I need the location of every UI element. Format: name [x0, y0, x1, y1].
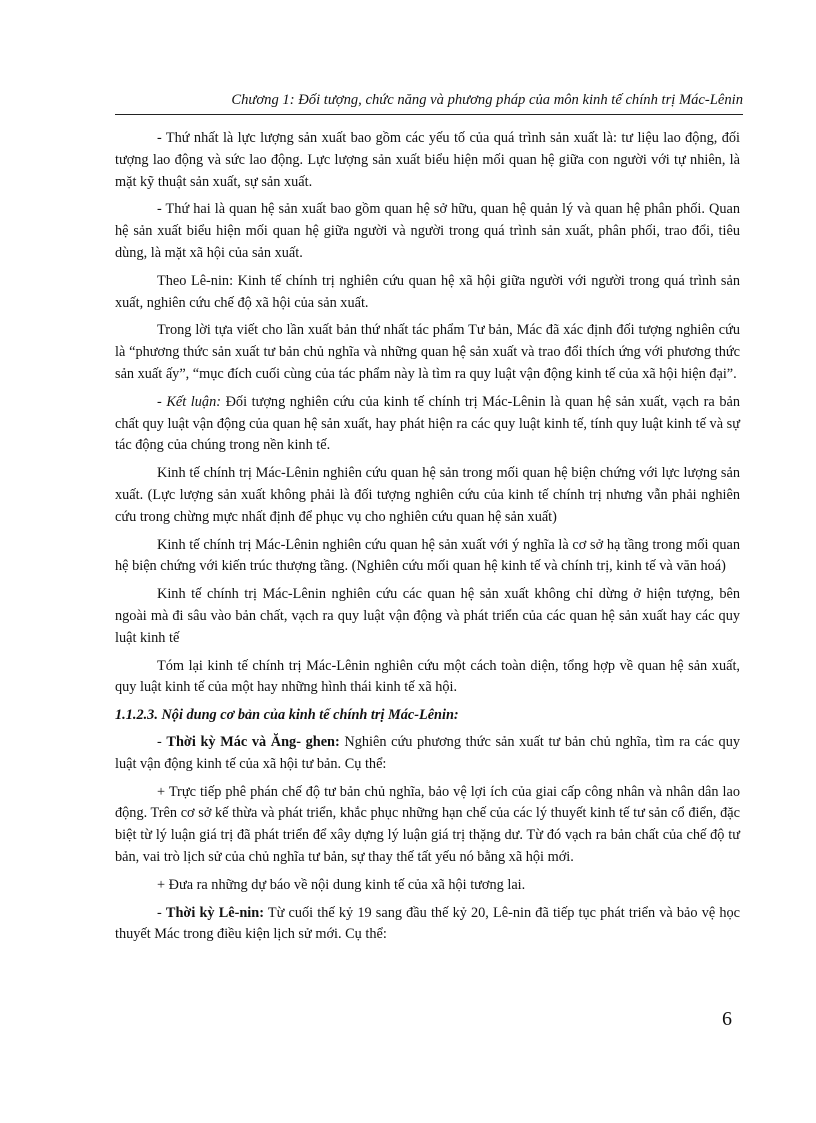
paragraph-conclusion [115, 392, 740, 457]
paragraph-base-superstructure: Kinh tế chính trị Mác-Lênin nghiên cứu quan hệ sản xuất với ý nghĩa là cơ sở hạ tầng trong mối quan hệ biện chứng với kiến trúc thượng tầng. (Nghiên cứu mối quan hệ kinh tế và chính trị, kinh tế và văn hoá) [115, 536, 740, 575]
marx-engels-prefix: - [157, 733, 167, 750]
lenin-prefix: - [157, 904, 166, 921]
marx-engels-text: Nghiên cứu phương thức sản xuất tư bản chủ nghĩa, tìm ra các quy luật vận động kinh tế của xã hội tư bản. Cụ thể: [115, 733, 740, 772]
paragraph-lenin-view: Theo Lê-nin: Kinh tế chính trị nghiên cứu quan hệ xã hội giữa người với người trong quá trình sản xuất, nghiên cứu chế độ xã hội của sản xuất. [115, 272, 740, 311]
body-text [115, 128, 740, 952]
lenin-text: Từ cuối thế kỷ 19 sang đầu thế kỷ 20, Lê-nin đã tiếp tục phát triển và bảo vệ học thuyết Mác trong điều kiện lịch sử mới. Cụ thể: [115, 904, 740, 943]
section-heading: 1.1.2.3. Nội dung cơ bản của kinh tế chính trị Mác-Lênin: [115, 707, 459, 724]
paragraph-summary: Tóm lại kinh tế chính trị Mác-Lênin nghiên cứu một cách toàn diện, tổng hợp về quan hệ sản xuất, quy luật kinh tế của một hay những hình thái kinh tế xã hội. [115, 657, 740, 696]
paragraph-productive-forces: - Thứ nhất là lực lượng sản xuất bao gồm các yếu tố của quá trình sản xuất là: tư liệu lao động, đối tượng lao động và sức lao động. Lực lượng sản xuất biểu hiện mối quan hệ giữa con người với tự nhiên, là mặt kỹ thuật sản xuất, sự sản xuất. [115, 130, 740, 190]
conclusion-text: Đối tượng nghiên cứu của kinh tế chính trị Mác-Lênin là quan hệ sản xuất, vạch ra bản chất quy luật vận động của quan hệ sản xuất, hay phát hiện ra các quy luật kinh tế, tính quy luật kinh tế và sự tác động của chúng trong nền kinh tế. [115, 393, 741, 454]
paragraph-lenin-period [115, 903, 740, 947]
page-number: 6 [722, 1008, 732, 1030]
conclusion-prefix: - [157, 393, 167, 410]
paragraph-marx-capital: Trong lời tựa viết cho lần xuất bản thứ nhất tác phẩm Tư bản, Mác đã xác định đối tượng nghiên cứu là “phương thức sản xuất tư bản chủ nghĩa và những quan hệ sản xuất và trao đổi thích ứng với phương thức sản xuất ấy”, “mục đích cuối cùng của tác phẩm này là tìm ra quy luật vận động kinh tế của xã hội hiện đại”. [115, 322, 740, 382]
paragraph-dialectic-forces: Kinh tế chính trị Mác-Lênin nghiên cứu quan hệ sản trong mối quan hệ biện chứng với lực lượng sản xuất. (Lực lượng sản xuất không phải là đối tượng nghiên cứu của kinh tế chính trị nhưng vẫn phải nghiên cứu trong chừng mực nhất định để phục vụ cho nghiên cứu quan hệ sản xuất) [115, 465, 740, 525]
paragraph-production-relations: - Thứ hai là quan hệ sản xuất bao gồm quan hệ sở hữu, quan hệ quản lý và quan hệ phân phối. Quan hệ sản xuất biểu hiện mối quan hệ giữa người và người trong quá trình sản xuất, phân phối, trao đổi, tiêu dùng, là mặt xã hội của sản xuất. [115, 201, 740, 261]
conclusion-label: Kết luận: [166, 393, 221, 410]
marx-engels-label: Thời kỳ Mác và Ăng- ghen: [166, 733, 340, 750]
paragraph-marx-engels-period [115, 732, 740, 776]
lenin-label: Thời kỳ Lê-nin: [165, 904, 264, 921]
chapter-header: Chương 1: Đối tượng, chức năng và phương pháp của môn kinh tế chính trị Mác-Lênin [115, 92, 743, 115]
paragraph-essence: Kinh tế chính trị Mác-Lênin nghiên cứu các quan hệ sản xuất không chỉ dừng ở hiện tượng, bên ngoài mà đi sâu vào bản chất, vạch ra quy luật vận động và phát triển của các quan hệ sản xuất hay các quy luật kinh tế [115, 586, 740, 646]
paragraph-future-forecast: + Đưa ra những dự báo về nội dung kinh tế của xã hội tương lai. [157, 876, 526, 893]
paragraph-critique-capitalism: + Trực tiếp phê phán chế độ tư bản chủ nghĩa, bảo vệ lợi ích của giai cấp công nhân và nhân dân lao động. Trên cơ sở kế thừa và phát triển, khắc phục những hạn chế của các lý thuyết kinh tế tư sản cổ điển, đặc biệt từ lý luận giá trị đã phát triển để xây dựng lý luận giá trị thặng dư. Từ đó vạch ra bản chất của chế độ tư bản, vai trò lịch sử của chủ nghĩa tư bản, sự thay thế tất yếu nó bằng xã hội mới. [115, 783, 740, 865]
